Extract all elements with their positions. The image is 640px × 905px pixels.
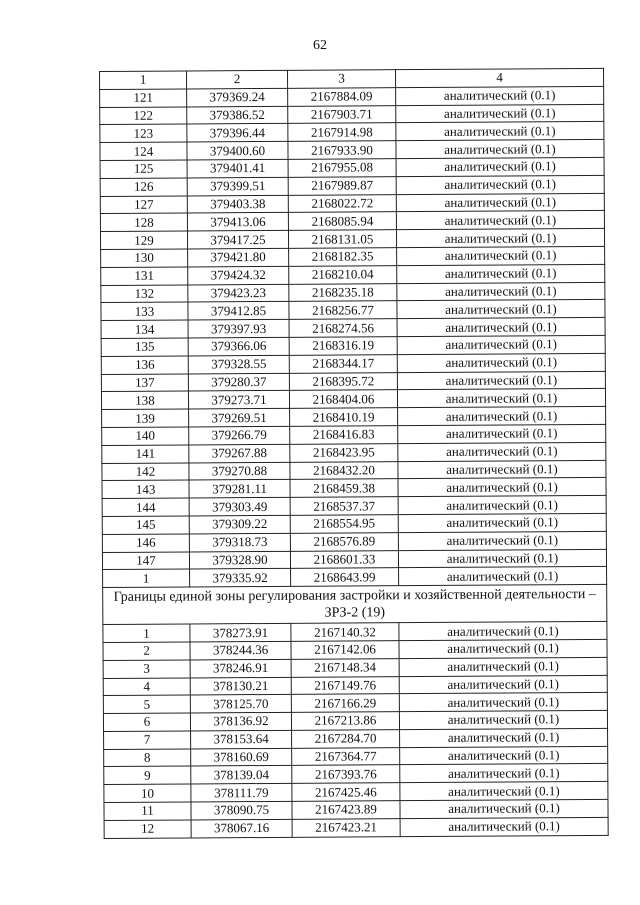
cell-x-coordinate: 379328.55 <box>188 355 289 373</box>
cell-y-coordinate: 2168416.83 <box>290 426 398 444</box>
cell-y-coordinate: 2168022.72 <box>288 194 396 212</box>
cell-point-number: 4 <box>103 677 190 695</box>
table-row <box>104 817 608 838</box>
cell-y-coordinate: 2168601.33 <box>290 550 398 568</box>
cell-x-coordinate: 379412.85 <box>188 302 289 320</box>
cell-method: аналитический (0.1) <box>399 639 607 658</box>
cell-x-coordinate: 379366.06 <box>188 337 289 355</box>
cell-x-coordinate: 379270.88 <box>189 462 290 480</box>
cell-y-coordinate: 2167914.98 <box>288 123 396 141</box>
cell-point-number: 131 <box>101 267 188 285</box>
cell-x-coordinate: 379281.11 <box>189 480 290 498</box>
cell-method: аналитический (0.1) <box>400 799 608 818</box>
cell-point-number: 10 <box>104 784 191 802</box>
cell-point-number: 144 <box>102 498 189 516</box>
section-title: Границы единой зоны регулирования застройки и хозяйственной деятельности – ЗРЗ-2 (19) <box>103 585 607 625</box>
cell-x-coordinate: 378244.36 <box>190 641 291 659</box>
cell-y-coordinate: 2168410.19 <box>290 408 398 426</box>
cell-point-number: 122 <box>100 107 187 125</box>
cell-method: аналитический (0.1) <box>399 657 607 676</box>
cell-x-coordinate: 378130.21 <box>190 677 291 695</box>
cell-y-coordinate: 2168344.17 <box>289 354 397 372</box>
cell-point-number: 134 <box>101 320 188 338</box>
cell-x-coordinate: 378111.79 <box>191 784 292 802</box>
cell-method: аналитический (0.1) <box>396 140 604 159</box>
cell-x-coordinate: 379424.32 <box>188 266 289 284</box>
cell-method: аналитический (0.1) <box>398 460 606 479</box>
cell-x-coordinate: 378067.16 <box>191 819 292 837</box>
cell-x-coordinate: 378125.70 <box>190 695 291 713</box>
cell-method: аналитический (0.1) <box>400 728 608 747</box>
cell-x-coordinate: 379318.73 <box>189 533 290 551</box>
cell-x-coordinate: 379396.44 <box>187 124 288 142</box>
cell-y-coordinate: 2168554.95 <box>290 515 398 533</box>
cell-method: аналитический (0.1) <box>396 229 604 248</box>
cell-x-coordinate: 379423.23 <box>188 284 289 302</box>
cell-point-number: 140 <box>102 427 189 445</box>
cell-x-coordinate: 379397.93 <box>188 320 289 338</box>
cell-x-coordinate: 379413.06 <box>187 213 288 231</box>
cell-y-coordinate: 2168316.19 <box>289 337 397 355</box>
cell-point-number: 127 <box>100 196 187 214</box>
cell-x-coordinate: 379273.71 <box>188 391 289 409</box>
cell-x-coordinate: 379403.38 <box>187 195 288 213</box>
cell-y-coordinate: 2167903.71 <box>288 105 396 123</box>
cell-y-coordinate: 2168643.99 <box>291 568 399 586</box>
cell-point-number: 124 <box>100 142 187 160</box>
cell-x-coordinate: 379309.22 <box>189 515 290 533</box>
cell-method: аналитический (0.1) <box>398 424 606 443</box>
cell-y-coordinate: 2167423.89 <box>292 801 400 819</box>
cell-y-coordinate: 2168423.95 <box>290 443 398 461</box>
cell-method: аналитический (0.1) <box>399 675 607 694</box>
cell-method: аналитический (0.1) <box>398 549 606 568</box>
section-row <box>103 585 607 625</box>
cell-y-coordinate: 2168537.37 <box>290 497 398 515</box>
cell-point-number: 3 <box>103 660 190 678</box>
cell-method: аналитический (0.1) <box>396 211 604 230</box>
cell-y-coordinate: 2167955.08 <box>288 159 396 177</box>
cell-y-coordinate: 2167166.29 <box>291 694 399 712</box>
cell-method: аналитический (0.1) <box>397 389 605 408</box>
cell-point-number: 121 <box>100 89 187 107</box>
coordinates-table-body <box>100 68 609 838</box>
cell-point-number: 130 <box>101 249 188 267</box>
cell-method: аналитический (0.1) <box>397 335 605 354</box>
cell-method: аналитический (0.1) <box>398 531 606 550</box>
cell-y-coordinate: 2168576.89 <box>290 532 398 550</box>
cell-point-number: 129 <box>100 231 187 249</box>
cell-x-coordinate: 379335.92 <box>190 569 291 587</box>
cell-x-coordinate: 379269.51 <box>189 408 290 426</box>
cell-y-coordinate: 2167364.77 <box>292 747 400 765</box>
cell-point-number: 2 <box>103 642 190 660</box>
cell-y-coordinate: 2168274.56 <box>289 319 397 337</box>
cell-point-number: 139 <box>102 409 189 427</box>
cell-point-number: 1 <box>103 569 190 587</box>
cell-x-coordinate: 379399.51 <box>187 177 288 195</box>
cell-y-coordinate: 2168235.18 <box>289 283 397 301</box>
cell-method: аналитический (0.1) <box>396 104 604 123</box>
cell-y-coordinate: 2168395.72 <box>289 372 397 390</box>
cell-point-number: 1 <box>103 624 190 642</box>
cell-y-coordinate: 2167149.76 <box>291 676 399 694</box>
cell-point-number: 9 <box>104 766 191 784</box>
cell-point-number: 126 <box>100 178 187 196</box>
cell-y-coordinate: 2167142.06 <box>291 641 399 659</box>
cell-y-coordinate: 2167140.32 <box>291 623 399 641</box>
cell-point-number: 133 <box>101 302 188 320</box>
cell-x-coordinate: 379328.90 <box>189 551 290 569</box>
cell-point-number: 123 <box>100 124 187 142</box>
cell-method: аналитический (0.1) <box>397 353 605 372</box>
cell-x-coordinate: 379266.79 <box>189 426 290 444</box>
cell-x-coordinate: 379417.25 <box>187 231 288 249</box>
cell-method: аналитический (0.1) <box>399 567 607 586</box>
cell-method: аналитический (0.1) <box>400 764 608 783</box>
cell-point-number: 145 <box>102 516 189 534</box>
cell-method: аналитический (0.1) <box>397 264 605 283</box>
cell-x-coordinate: 379303.49 <box>189 497 290 515</box>
cell-x-coordinate: 378153.64 <box>191 730 292 748</box>
cell-x-coordinate: 379421.80 <box>188 248 289 266</box>
column-header-y: 3 <box>287 70 395 88</box>
cell-method: аналитический (0.1) <box>396 175 604 194</box>
cell-point-number: 11 <box>104 802 191 820</box>
coordinates-table <box>99 68 609 839</box>
cell-x-coordinate: 379401.41 <box>187 159 288 177</box>
cell-x-coordinate: 378246.91 <box>190 659 291 677</box>
cell-method: аналитический (0.1) <box>397 371 605 390</box>
cell-y-coordinate: 2167393.76 <box>292 765 400 783</box>
cell-method: аналитический (0.1) <box>396 86 604 105</box>
cell-x-coordinate: 379369.24 <box>187 88 288 106</box>
cell-method: аналитический (0.1) <box>398 407 606 426</box>
column-header-method: 4 <box>395 68 603 87</box>
cell-point-number: 6 <box>103 713 190 731</box>
cell-point-number: 147 <box>102 551 189 569</box>
cell-method: аналитический (0.1) <box>397 246 605 265</box>
cell-x-coordinate: 378273.91 <box>190 623 291 641</box>
cell-y-coordinate: 2168085.94 <box>288 212 396 230</box>
cell-point-number: 7 <box>104 731 191 749</box>
cell-point-number: 135 <box>101 338 188 356</box>
cell-method: аналитический (0.1) <box>396 193 604 212</box>
cell-point-number: 12 <box>104 820 191 838</box>
cell-method: аналитический (0.1) <box>396 157 604 176</box>
page-number: 62 <box>313 38 327 53</box>
cell-y-coordinate: 2167989.87 <box>288 176 396 194</box>
cell-method: аналитический (0.1) <box>400 782 608 801</box>
cell-method: аналитический (0.1) <box>397 282 605 301</box>
cell-method: аналитический (0.1) <box>396 122 604 141</box>
cell-point-number: 137 <box>101 374 188 392</box>
cell-x-coordinate: 379400.60 <box>187 142 288 160</box>
cell-y-coordinate: 2167425.46 <box>292 783 400 801</box>
cell-y-coordinate: 2167148.34 <box>291 658 399 676</box>
cell-point-number: 8 <box>104 749 191 767</box>
cell-x-coordinate: 379280.37 <box>188 373 289 391</box>
cell-y-coordinate: 2168432.20 <box>290 461 398 479</box>
cell-x-coordinate: 378136.92 <box>190 712 291 730</box>
cell-x-coordinate: 379386.52 <box>187 106 288 124</box>
cell-point-number: 132 <box>101 285 188 303</box>
cell-x-coordinate: 378139.04 <box>191 766 292 784</box>
cell-y-coordinate: 2168210.04 <box>289 265 397 283</box>
cell-point-number: 136 <box>101 356 188 374</box>
cell-y-coordinate: 2168459.38 <box>290 479 398 497</box>
cell-method: аналитический (0.1) <box>397 300 605 319</box>
cell-method: аналитический (0.1) <box>399 622 607 641</box>
cell-point-number: 128 <box>100 213 187 231</box>
cell-method: аналитический (0.1) <box>400 746 608 765</box>
cell-y-coordinate: 2168256.77 <box>289 301 397 319</box>
cell-x-coordinate: 379267.88 <box>189 444 290 462</box>
cell-method: аналитический (0.1) <box>398 478 606 497</box>
cell-point-number: 142 <box>102 462 189 480</box>
cell-point-number: 146 <box>102 534 189 552</box>
cell-point-number: 141 <box>102 445 189 463</box>
cell-y-coordinate: 2167213.86 <box>291 712 399 730</box>
column-header-point: 1 <box>100 71 187 89</box>
cell-x-coordinate: 378090.75 <box>191 801 292 819</box>
cell-y-coordinate: 2168404.06 <box>289 390 397 408</box>
cell-x-coordinate: 378160.69 <box>191 748 292 766</box>
cell-method: аналитический (0.1) <box>398 442 606 461</box>
cell-point-number: 138 <box>101 391 188 409</box>
cell-method: аналитический (0.1) <box>397 318 605 337</box>
cell-method: аналитический (0.1) <box>398 513 606 532</box>
cell-y-coordinate: 2167423.21 <box>292 819 400 837</box>
cell-y-coordinate: 2168182.35 <box>289 248 397 266</box>
cell-method: аналитический (0.1) <box>399 710 607 729</box>
cell-point-number: 143 <box>102 480 189 498</box>
cell-point-number: 125 <box>100 160 187 178</box>
cell-y-coordinate: 2168131.05 <box>288 230 396 248</box>
cell-method: аналитический (0.1) <box>399 693 607 712</box>
cell-y-coordinate: 2167284.70 <box>292 730 400 748</box>
cell-method: аналитический (0.1) <box>398 496 606 515</box>
cell-method: аналитический (0.1) <box>400 817 608 836</box>
column-header-x: 2 <box>187 70 288 88</box>
cell-y-coordinate: 2167884.09 <box>288 87 396 105</box>
cell-y-coordinate: 2167933.90 <box>288 141 396 159</box>
cell-point-number: 5 <box>103 695 190 713</box>
